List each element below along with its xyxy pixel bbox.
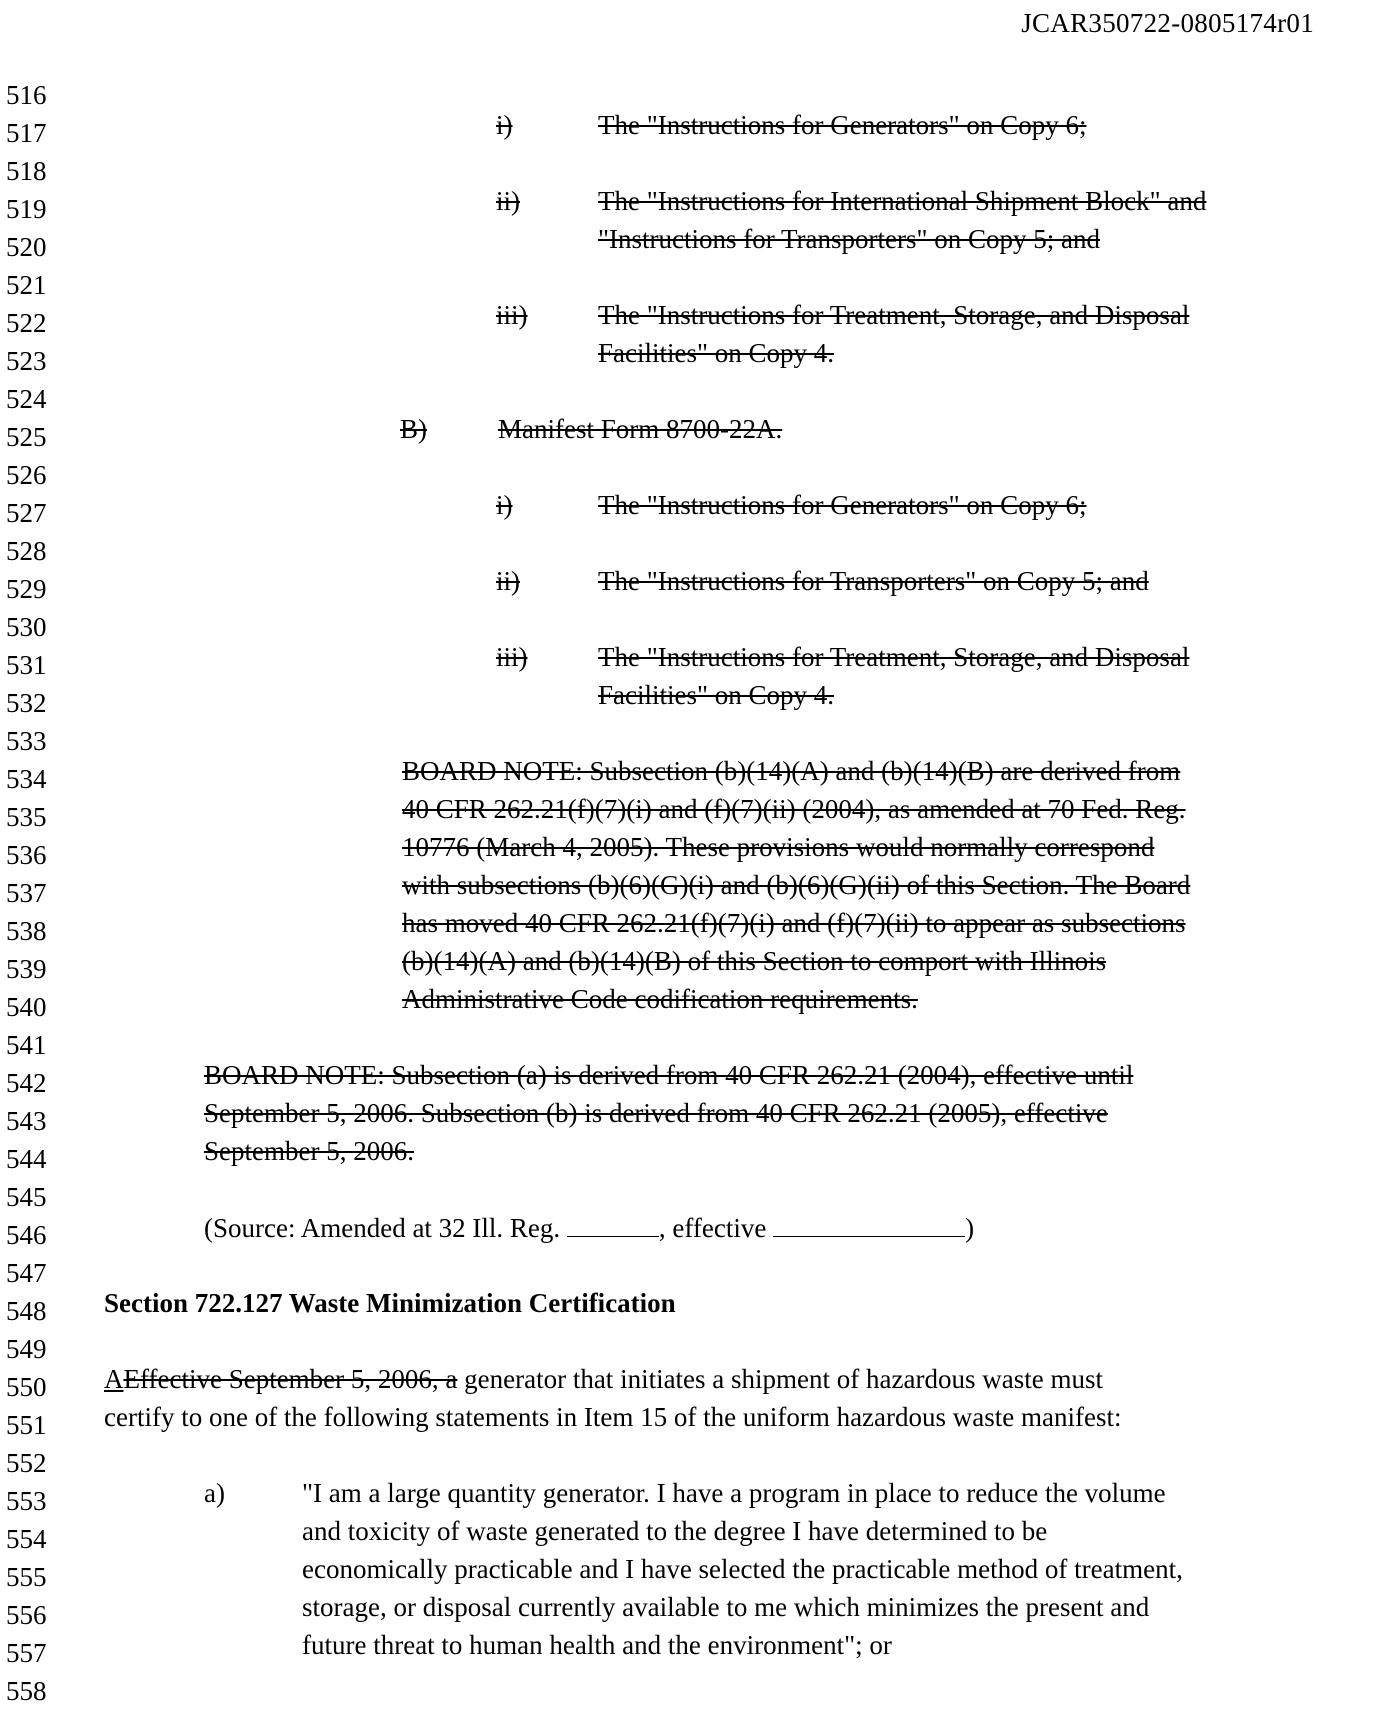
- line-number: 528: [6, 536, 47, 566]
- board-note-1-line: has moved 40 CFR 262.21(f)(7)(i) and (f)(7)(ii) to appear as subsections: [402, 908, 1186, 938]
- line-number: 552: [6, 1448, 47, 1478]
- item-b-ii-text: The "Instructions for Transporters" on Copy 5; and: [598, 566, 1149, 596]
- item-ii-marker: ii): [496, 186, 520, 216]
- line-number: 517: [6, 118, 47, 148]
- board-note-1-line: 40 CFR 262.21(f)(7)(i) and (f)(7)(ii) (2004), as amended at 70 Fed. Reg.: [402, 794, 1186, 824]
- line-number: 551: [6, 1410, 47, 1440]
- source-suffix: ): [965, 1213, 975, 1243]
- inserted-text: A: [104, 1364, 124, 1394]
- item-b-i-marker: i): [496, 490, 513, 520]
- line-number: 524: [6, 384, 47, 414]
- line-number: 548: [6, 1296, 47, 1326]
- item-iii-marker: iii): [496, 300, 528, 330]
- line-number: 541: [6, 1030, 47, 1060]
- section-paragraph-line-1: [104, 1364, 1103, 1394]
- item-b-iii-text-line-2: Facilities" on Copy 4.: [598, 680, 835, 710]
- line-number: 532: [6, 688, 47, 718]
- line-number: 543: [6, 1106, 47, 1136]
- line-number: 521: [6, 270, 47, 300]
- item-a-line: economically practicable and I have selected the practicable method of treatment,: [302, 1554, 1183, 1584]
- line-number: 557: [6, 1638, 47, 1668]
- line-number: 533: [6, 726, 47, 756]
- source-middle: , effective: [658, 1213, 767, 1243]
- effective-date-blank: [773, 1212, 965, 1237]
- line-number: 558: [6, 1676, 47, 1706]
- section-paragraph-line-2: certify to one of the following statements in Item 15 of the uniform hazardous waste manifest:: [104, 1402, 1122, 1432]
- item-iii-text-line-2: Facilities" on Copy 4.: [598, 338, 835, 368]
- item-a-line: storage, or disposal currently available to me which minimizes the present and: [302, 1592, 1150, 1622]
- item-b-ii-marker: ii): [496, 566, 520, 596]
- line-number: 547: [6, 1258, 47, 1288]
- section-heading: Section 722.127 Waste Minimization Certification: [104, 1288, 676, 1318]
- line-number: 529: [6, 574, 47, 604]
- line-number: 555: [6, 1562, 47, 1592]
- line-number: 545: [6, 1182, 47, 1212]
- line-number: 530: [6, 612, 47, 642]
- item-a-marker: a): [204, 1478, 225, 1508]
- line-number: 550: [6, 1372, 47, 1402]
- item-b-iii-marker: iii): [496, 642, 528, 672]
- board-note-1-line: with subsections (b)(6)(G)(i) and (b)(6)(G)(ii) of this Section. The Board: [402, 870, 1191, 900]
- line-number: 537: [6, 878, 47, 908]
- line-number: 525: [6, 422, 47, 452]
- line-number: 538: [6, 916, 47, 946]
- item-b-marker: B): [400, 414, 427, 444]
- line-number: 535: [6, 802, 47, 832]
- register-page-blank: [567, 1212, 659, 1237]
- line-number: 549: [6, 1334, 47, 1364]
- item-ii-text-line-1: The "Instructions for International Shipment Block" and: [598, 186, 1207, 216]
- deleted-text: Effective September 5, 2006, a: [123, 1364, 458, 1394]
- item-iii-text-line-1: The "Instructions for Treatment, Storage, and Disposal: [598, 300, 1190, 330]
- line-number: 522: [6, 308, 47, 338]
- item-a-line: "I am a large quantity generator. I have a program in place to reduce the volume: [302, 1478, 1166, 1508]
- source-note: [204, 1212, 974, 1243]
- board-note-1-line: 10776 (March 4, 2005). These provisions would normally correspond: [402, 832, 1155, 862]
- item-a-line: and toxicity of waste generated to the degree I have determined to be: [302, 1516, 1048, 1546]
- paragraph-text: generator that initiates a shipment of hazardous waste must: [457, 1364, 1103, 1394]
- line-number: 531: [6, 650, 47, 680]
- board-note-1-line: (b)(14)(A) and (b)(14)(B) of this Section to comport with Illinois: [402, 946, 1107, 976]
- line-number: 553: [6, 1486, 47, 1516]
- item-ii-text-line-2: "Instructions for Transporters" on Copy 5; and: [598, 224, 1101, 254]
- item-i-marker: i): [496, 110, 513, 140]
- line-number: 542: [6, 1068, 47, 1098]
- line-number: 534: [6, 764, 47, 794]
- item-a-line: future threat to human health and the environment"; or: [302, 1630, 892, 1660]
- line-number: 546: [6, 1220, 47, 1250]
- item-b-text: Manifest Form 8700-22A.: [498, 414, 783, 444]
- item-b-iii-text-line-1: The "Instructions for Treatment, Storage, and Disposal: [598, 642, 1190, 672]
- board-note-1-line: BOARD NOTE: Subsection (b)(14)(A) and (b)(14)(B) are derived from: [402, 756, 1181, 786]
- board-note-2-line: September 5, 2006.: [204, 1136, 414, 1166]
- line-number: 539: [6, 954, 47, 984]
- line-number: 520: [6, 232, 47, 262]
- board-note-1-line: Administrative Code codification requirements.: [402, 984, 918, 1014]
- line-number: 516: [6, 80, 47, 110]
- line-number: 523: [6, 346, 47, 376]
- line-number: 536: [6, 840, 47, 870]
- source-prefix: (Source: Amended at 32 Ill. Reg.: [204, 1213, 561, 1243]
- board-note-2-line: September 5, 2006. Subsection (b) is derived from 40 CFR 262.21 (2005), effective: [204, 1098, 1108, 1128]
- line-number: 554: [6, 1524, 47, 1554]
- line-number: 519: [6, 194, 47, 224]
- board-note-2-line: BOARD NOTE: Subsection (a) is derived from 40 CFR 262.21 (2004), effective until: [204, 1060, 1134, 1090]
- item-b-i-text: The "Instructions for Generators" on Copy 6;: [598, 490, 1087, 520]
- line-number: 518: [6, 156, 47, 186]
- line-number: 544: [6, 1144, 47, 1174]
- line-number: 526: [6, 460, 47, 490]
- line-number: 540: [6, 992, 47, 1022]
- document-id-header: JCAR350722-0805174r01: [1021, 8, 1314, 38]
- item-i-text: The "Instructions for Generators" on Copy 6;: [598, 110, 1087, 140]
- line-number: 527: [6, 498, 47, 528]
- line-number: 556: [6, 1600, 47, 1630]
